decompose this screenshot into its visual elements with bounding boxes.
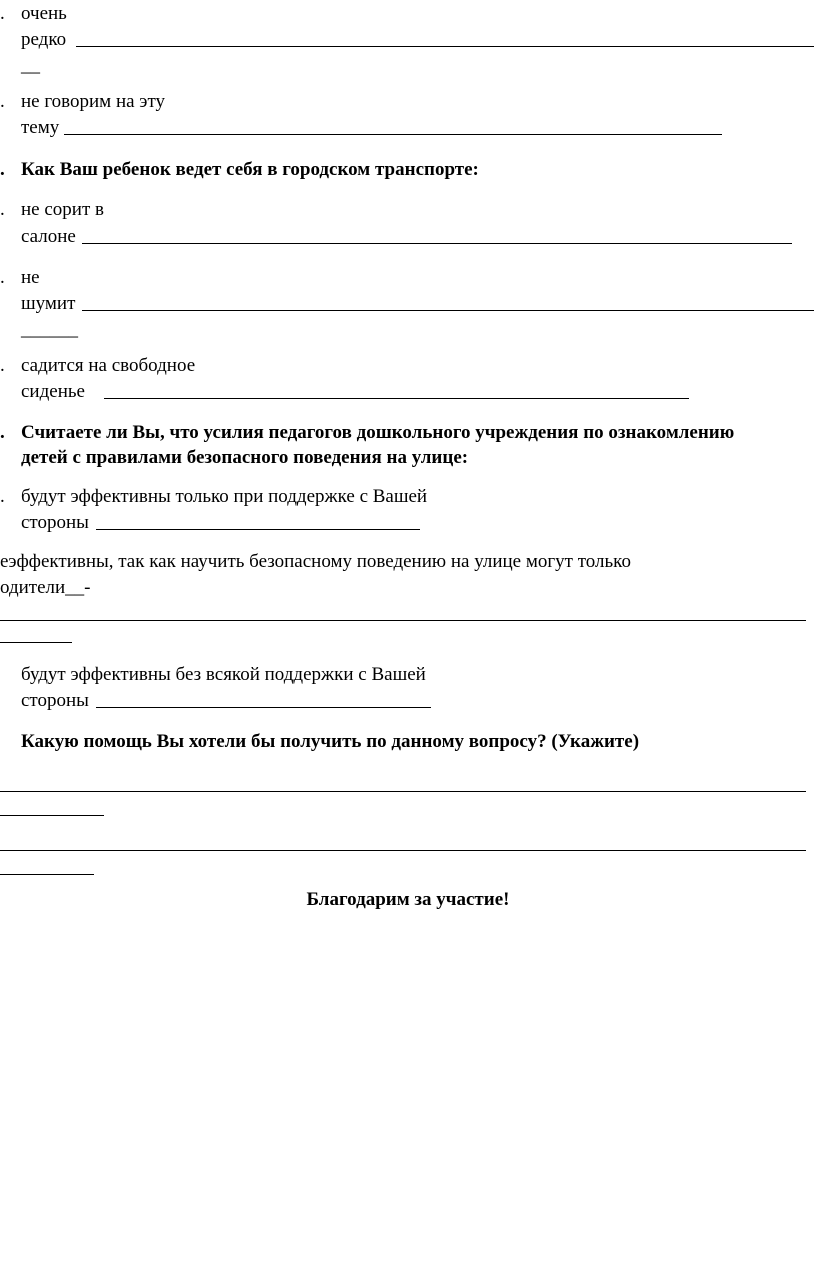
option-text: салоне: [21, 226, 76, 247]
option-text: не говорим на эту: [21, 91, 166, 112]
answer-line[interactable]: [104, 398, 689, 399]
closing-text: Благодарим за участие!: [306, 889, 510, 910]
question-text: Как Ваш ребенок ведет себя в городском транспорте:: [21, 159, 479, 180]
option-text: сиденье: [21, 381, 85, 402]
option-text: очень: [21, 3, 67, 24]
option-text: будут эффективны без всякой поддержки с Вашей: [21, 664, 426, 685]
list-marker: .: [0, 199, 5, 220]
answer-line-cont[interactable]: [0, 874, 94, 875]
option-text: тему: [21, 117, 60, 138]
list-marker: .: [0, 91, 5, 112]
answer-line[interactable]: [82, 310, 814, 311]
question-text: Считаете ли Вы, что усилия педагогов дошкольного учреждения по ознакомлению: [21, 422, 735, 443]
answer-line[interactable]: [0, 791, 806, 792]
option-text: не сорит в: [21, 199, 104, 220]
option-text: будут эффективны только при поддержке с Вашей: [21, 486, 428, 507]
answer-line-cont: __: [21, 55, 40, 76]
option-text: шумит: [21, 293, 76, 314]
list-marker: .: [0, 267, 5, 288]
list-marker: .: [0, 486, 5, 507]
question-text: детей с правилами безопасного поведения на улице:: [21, 447, 469, 468]
answer-line-cont[interactable]: [0, 815, 104, 816]
answer-line-cont[interactable]: [0, 642, 72, 643]
answer-line[interactable]: [64, 134, 722, 135]
answer-line[interactable]: [0, 850, 806, 851]
option-text: стороны: [21, 690, 89, 711]
answer-line[interactable]: [96, 529, 420, 530]
answer-line[interactable]: [0, 620, 806, 621]
option-text: садится на свободное: [21, 355, 196, 376]
question-text: Какую помощь Вы хотели бы получить по данному вопросу? (Укажите): [21, 731, 640, 752]
list-marker: .: [0, 3, 5, 24]
option-text: не: [21, 267, 40, 288]
answer-line[interactable]: [82, 243, 792, 244]
option-text: одители__-: [0, 577, 91, 598]
answer-line[interactable]: [96, 707, 431, 708]
list-marker: .: [0, 355, 5, 376]
question-marker: .: [0, 159, 5, 180]
answer-line-cont: ______: [21, 319, 78, 340]
option-text: еэффективны, так как научить безопасному поведению на улице могут только: [0, 551, 631, 572]
answer-line[interactable]: [76, 46, 814, 47]
question-marker: .: [0, 422, 5, 443]
option-text: редко: [21, 29, 67, 50]
option-text: стороны: [21, 512, 89, 533]
